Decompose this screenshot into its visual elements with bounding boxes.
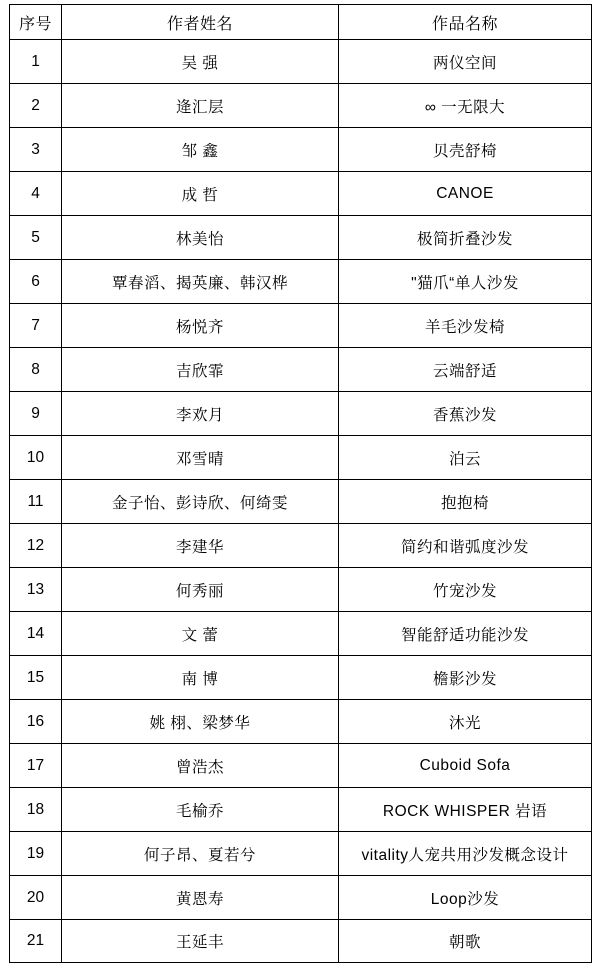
- table-row: [10, 744, 592, 788]
- cell-work: 朝歌: [339, 920, 592, 963]
- table-row: [10, 920, 592, 963]
- cell-index: 5: [10, 216, 62, 260]
- cell-author: 姚 栩、梁梦华: [62, 700, 339, 744]
- cell-work: vitality人宠共用沙发概念设计: [339, 832, 592, 876]
- cell-index: 8: [10, 348, 62, 392]
- cell-author: 李欢月: [62, 392, 339, 436]
- table-row: [10, 172, 592, 216]
- cell-index: 19: [10, 832, 62, 876]
- cell-author: 李建华: [62, 524, 339, 568]
- cell-author: 逄汇层: [62, 84, 339, 128]
- cell-index: 13: [10, 568, 62, 612]
- cell-work: 智能舒适功能沙发: [339, 612, 592, 656]
- cell-index: 7: [10, 304, 62, 348]
- document-page: [0, 4, 600, 976]
- cell-work: 羊毛沙发椅: [339, 304, 592, 348]
- cell-index: 3: [10, 128, 62, 172]
- table-row: [10, 436, 592, 480]
- table-row: [10, 700, 592, 744]
- cell-index: 14: [10, 612, 62, 656]
- cell-work: ∞ 一无限大: [339, 84, 592, 128]
- table-row: [10, 524, 592, 568]
- cell-author: 何秀丽: [62, 568, 339, 612]
- table-row: [10, 304, 592, 348]
- cell-author: 曾浩杰: [62, 744, 339, 788]
- table-row: [10, 392, 592, 436]
- table-row: [10, 612, 592, 656]
- cell-index: 15: [10, 656, 62, 700]
- cell-author: 何子昂、夏若兮: [62, 832, 339, 876]
- table-row: [10, 128, 592, 172]
- cell-work: 香蕉沙发: [339, 392, 592, 436]
- cell-index: 18: [10, 788, 62, 832]
- cell-work: Loop沙发: [339, 876, 592, 920]
- table-row: [10, 216, 592, 260]
- cell-work: Cuboid Sofa: [339, 744, 592, 788]
- table-row: [10, 480, 592, 524]
- cell-work: 沐光: [339, 700, 592, 744]
- cell-index: 17: [10, 744, 62, 788]
- table-row: [10, 84, 592, 128]
- cell-work: 檐影沙发: [339, 656, 592, 700]
- cell-index: 11: [10, 480, 62, 524]
- cell-author: 邹 鑫: [62, 128, 339, 172]
- table-row: [10, 876, 592, 920]
- cell-author: 覃春滔、揭英廉、韩汉桦: [62, 260, 339, 304]
- table-row: [10, 832, 592, 876]
- cell-author: 王延丰: [62, 920, 339, 963]
- cell-author: 文 蕾: [62, 612, 339, 656]
- table-row: [10, 40, 592, 84]
- cell-author: 毛榆乔: [62, 788, 339, 832]
- cell-author: 黄恩寿: [62, 876, 339, 920]
- cell-index: 20: [10, 876, 62, 920]
- cell-author: 杨悦齐: [62, 304, 339, 348]
- cell-index: 21: [10, 920, 62, 963]
- cell-author: 邓雪晴: [62, 436, 339, 480]
- cell-work: ROCK WHISPER 岩语: [339, 788, 592, 832]
- cell-work: 极简折叠沙发: [339, 216, 592, 260]
- column-header-work: 作品名称: [339, 5, 592, 40]
- cell-work: "猫爪“单人沙发: [339, 260, 592, 304]
- cell-work: 竹宠沙发: [339, 568, 592, 612]
- table-row: [10, 568, 592, 612]
- cell-work: 简约和谐弧度沙发: [339, 524, 592, 568]
- cell-work: 云端舒适: [339, 348, 592, 392]
- cell-author: 林美怡: [62, 216, 339, 260]
- table-header: [10, 5, 592, 40]
- cell-index: 9: [10, 392, 62, 436]
- cell-index: 16: [10, 700, 62, 744]
- cell-index: 6: [10, 260, 62, 304]
- cell-author: 吴 强: [62, 40, 339, 84]
- cell-work: 两仪空间: [339, 40, 592, 84]
- table-header-row: [10, 5, 592, 40]
- cell-work: 贝壳舒椅: [339, 128, 592, 172]
- cell-index: 1: [10, 40, 62, 84]
- cell-index: 4: [10, 172, 62, 216]
- table-body: [10, 40, 592, 963]
- cell-work: CANOE: [339, 172, 592, 216]
- cell-work: 泊云: [339, 436, 592, 480]
- cell-author: 成 哲: [62, 172, 339, 216]
- column-header-index: 序号: [10, 5, 62, 40]
- cell-index: 12: [10, 524, 62, 568]
- cell-author: 吉欣霏: [62, 348, 339, 392]
- table-row: [10, 788, 592, 832]
- table-row: [10, 260, 592, 304]
- table-row: [10, 348, 592, 392]
- table-row: [10, 656, 592, 700]
- cell-work: 抱抱椅: [339, 480, 592, 524]
- cell-author: 南 博: [62, 656, 339, 700]
- cell-index: 2: [10, 84, 62, 128]
- entry-table: [9, 4, 592, 963]
- column-header-author: 作者姓名: [62, 5, 339, 40]
- cell-index: 10: [10, 436, 62, 480]
- cell-author: 金子怡、彭诗欣、何绮雯: [62, 480, 339, 524]
